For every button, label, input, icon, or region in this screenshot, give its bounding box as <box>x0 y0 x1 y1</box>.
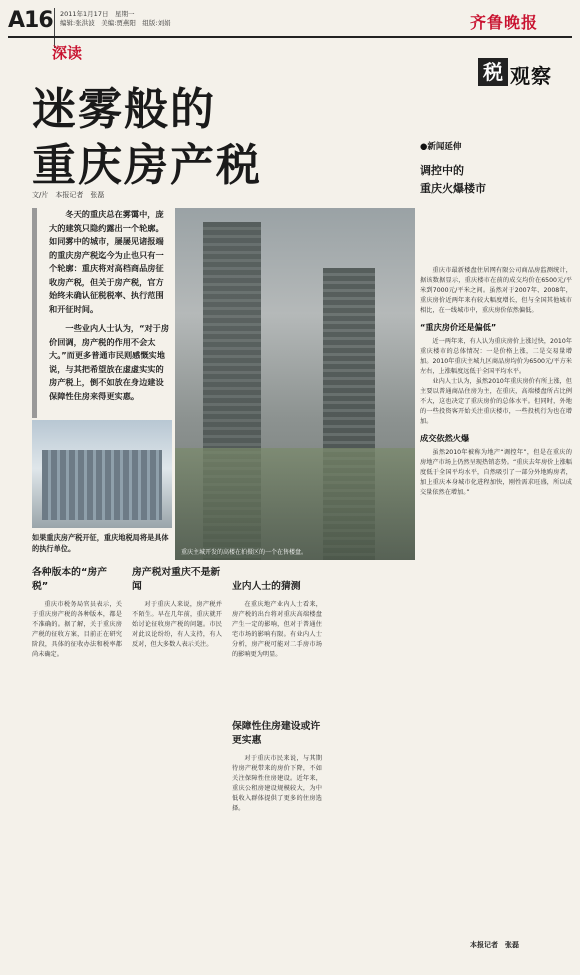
column-3 <box>232 580 322 660</box>
headline-line2: 重庆房产税 <box>32 140 262 191</box>
section-tag: 深读 <box>52 44 83 62</box>
issue-date: 2011年1月17日 星期一 <box>60 10 135 18</box>
column-3-text: 在重庆地产业内人士看来，房产税的出台将对重庆高端楼盘产生一定的影响，但对于普通住宅市场的影响有限。有业内人士分析，房产税可能对二手房市场的影响更为明显。 <box>232 601 322 658</box>
sidebar-subhead-2: 成交依然火爆 <box>420 433 470 443</box>
lead-box <box>32 208 170 418</box>
tax-bureau-photo <box>32 420 172 528</box>
lead-paragraph: 冬天的重庆总在雾霭中，庞大的建筑只隐约露出一个轮廓。如同雾中的城市，屡屡见诸报端的重庆房产税迄今为止也只有一个轮廓：重庆将对高档商品房征收房产税，但关于房产税，官方始终未确认征税税率、执行范围和开征时间。 <box>49 209 164 314</box>
column-4-text: 对于重庆市民来说，与其期待房产税带来的房价下降，不如关注保障性住房建设。近年来，重庆公租房建设规模较大，为中低收入群体提供了更多的住房选择。 <box>232 755 322 812</box>
small-photo-caption: 如果重庆房产税开征，重庆地税局将是具体的执行单位。 <box>32 533 169 553</box>
column-1-heading: 各种版本的“房产税” <box>32 567 108 592</box>
lead-paragraph-2: 一些业内人士认为，“对于房价回调，房产税的作用不会太大。”而更多普通市民则感慨实地说，与其把希望放在虚虚实实的房产税上，倒不如放在身边建设保障性住房来得更实惠。 <box>49 323 170 401</box>
headline-line1: 迷雾般的 <box>32 84 216 135</box>
date-line <box>60 10 171 28</box>
foreground-trees <box>175 448 415 560</box>
sidebar-title-1: 调控中的 <box>420 164 464 177</box>
column-4-heading: 保障性住房建设或许更实惠 <box>232 721 321 746</box>
column-2-heading: 房产税对重庆不是新闻 <box>132 567 221 592</box>
sidebar-paragraph-1: 重庆市最新楼盘住居网有限公司商品房监测统计，据该数据显示，重庆楼市在前的成交均价在6500元/平米到7000元/平米之间。虽然对于2007年、2008年，重庆房价近两年来有较大幅度增长，但与全国其他城市相比，在一线城市中，重庆房价依然偏低。 <box>420 267 572 314</box>
sidebar-tag: ●新闻延伸 <box>420 142 462 152</box>
sidebar-paragraph-3: 业内人士认为，虽然2010年重庆房价有所上涨，但主要以普通商品住房为主，在重庆，高端楼盘所占比例不大，这也决定了重庆房价的总体水平。但同时，外地的一些投资客开始关注重庆楼市，一些投机行为也在增加。 <box>420 378 572 425</box>
main-photo-caption: 重庆主城开发的高楼在拍摄区的一个在售楼盘。 <box>181 549 308 556</box>
sidebar-title-2: 重庆火爆楼市 <box>420 182 486 195</box>
newspaper-brand: 齐鲁晚报 <box>470 13 539 32</box>
column-2-text: 对于重庆人来说，房产税并不陌生。早在几年前，重庆就开始讨论征收房产税的问题。市民对此议论纷纷，有人支持，有人反对，但大多数人表示关注。 <box>132 601 222 648</box>
column-tag-rest: 观察 <box>510 64 552 88</box>
headline <box>32 82 262 194</box>
column-tag-shui: 税 <box>478 58 508 86</box>
sidebar <box>420 140 572 498</box>
column-4 <box>232 720 322 814</box>
building <box>42 450 162 520</box>
page-number: A16 <box>8 8 53 33</box>
column-3-heading: 业内人士的猜测 <box>232 581 301 592</box>
column-2 <box>132 566 222 650</box>
sidebar-subhead-1: “重庆房价还是偏低” <box>420 322 497 332</box>
editors-line: 编辑:张洪波 美编:贾燕阳 组版:刘娟 <box>60 19 171 27</box>
sidebar-paragraph-2: 近一两年来，有人认为重庆房价上涨过快，2010年重庆楼市的总体情况：一是价格上涨，二是交易量增加。2010年重庆主城九区商品房均价为6500元/平方米左右，上涨幅度远低于全国平均水平。 <box>420 338 572 375</box>
main-photo <box>175 208 415 560</box>
page-header <box>8 8 572 36</box>
header-rule <box>8 36 572 38</box>
column-1 <box>32 566 122 660</box>
byline: 文/片 本报记者 张磊 <box>32 191 105 199</box>
column-1-text: 重庆市税务局官员表示，关于重庆房产税的各种版本，都是不准确的。据了解，关于重庆房产税的征收方案，目前正在研究阶段，具体的征收办法和税率都尚未确定。 <box>32 601 122 658</box>
column-tag <box>478 58 572 86</box>
sidebar-author: 本报记者 张磊 <box>470 941 519 949</box>
sidebar-paragraph-4: 虽然2010年被称为地产“调控年”，但是在重庆的房地产市场上仍然呈现热销态势。“重庆去年房价上涨幅度低于全国平均水平，自然吸引了一部分外地购房者，加上重庆本身城市化进程加快，刚性需求旺盛，所以成交量依然在增加。” <box>420 449 572 496</box>
